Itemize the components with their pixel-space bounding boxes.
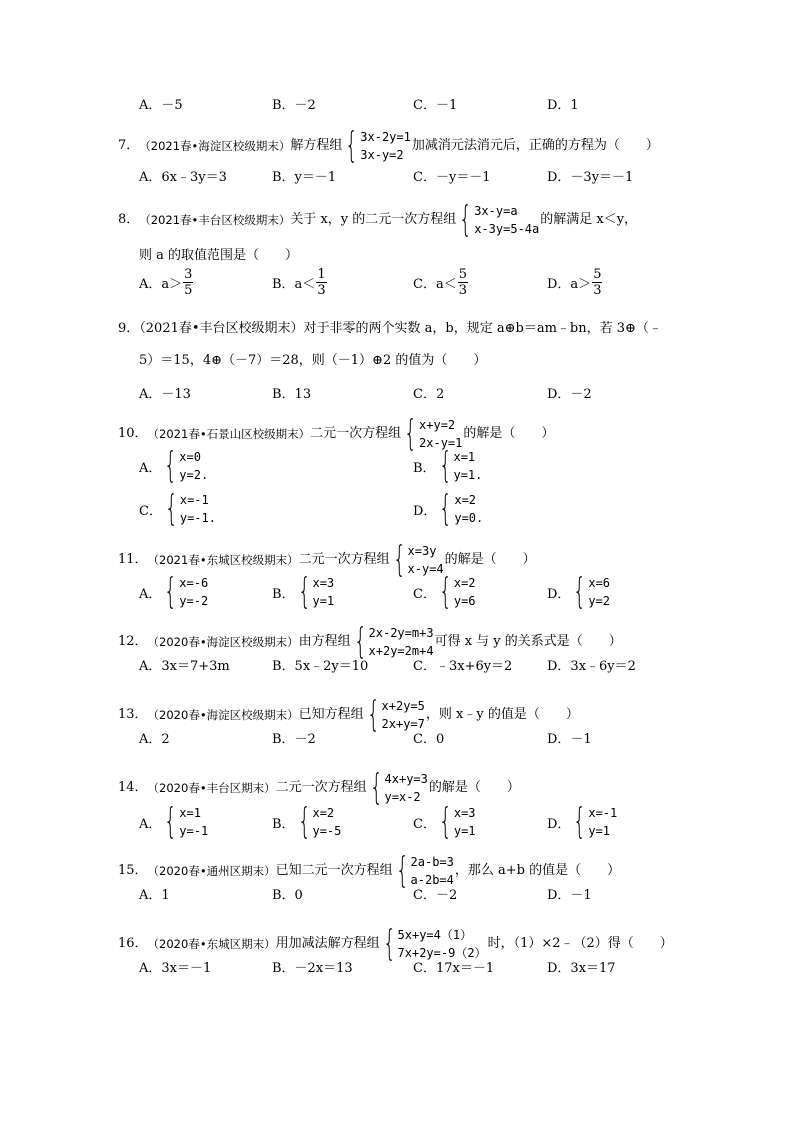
q15-text-pre: 已知二元一次方程组 bbox=[275, 863, 393, 878]
q14-option-a-system bbox=[162, 801, 209, 842]
q15-number: 15． bbox=[118, 863, 148, 878]
eq-2: y=1. bbox=[453, 468, 483, 482]
q8-number: 8． bbox=[118, 212, 140, 227]
eq-1: x=-1 bbox=[179, 493, 209, 507]
eq-2: y=6 bbox=[453, 594, 476, 608]
eq-2: y=-2 bbox=[179, 594, 209, 608]
eq-2: y=0. bbox=[454, 511, 484, 525]
q9-stem-line1: 9．（2021春•丰台区校级期末）对于非零的两个实数 a，b，规定 a⊕b＝am﹣bn，若 3⊕（﹣ bbox=[118, 321, 662, 336]
q16-option-b: B．－2x＝13 bbox=[272, 960, 353, 976]
q7-number: 7． bbox=[118, 138, 140, 153]
q16-option-c: C．17x＝－1 bbox=[413, 960, 495, 976]
q14-equation-system bbox=[368, 767, 428, 808]
brace-icon: { bbox=[353, 621, 367, 662]
q8-option-a bbox=[139, 267, 194, 298]
eq-2: y=1 bbox=[588, 824, 611, 838]
brace-icon: { bbox=[392, 539, 406, 580]
q13-option-c: C．0 bbox=[413, 731, 445, 747]
q10-text-pre: 二元一次方程组 bbox=[310, 426, 402, 441]
q6-option-a: A．－5 bbox=[139, 97, 183, 113]
brace-icon: { bbox=[164, 801, 178, 842]
eq-1: x=3 bbox=[312, 576, 335, 590]
q16-eq-2: 7x+2y=-9（2） bbox=[397, 946, 487, 960]
q9-stem-line2: 5）＝15，4⊕（－7）＝28，则（－1）⊕2 的值为（ ） bbox=[139, 353, 487, 368]
q8-option-a-fraction bbox=[183, 267, 193, 298]
q13-text-pre: 已知方程组 bbox=[298, 707, 364, 722]
q11-option-c bbox=[413, 571, 477, 612]
q11-option-d-system bbox=[571, 571, 611, 612]
brace-icon: { bbox=[573, 801, 587, 842]
q9-option-d: D．－2 bbox=[547, 386, 592, 402]
q11-text-pre: 二元一次方程组 bbox=[298, 552, 390, 567]
denominator: 5 bbox=[184, 282, 193, 298]
q16-text-pre: 用加减法解方程组 bbox=[275, 936, 380, 951]
eq-2: y=-1. bbox=[179, 511, 216, 525]
q16-option-a: A．3x＝－1 bbox=[139, 960, 212, 976]
q7-text-post: 加减消元法消元后，正确的方程为（ ） bbox=[411, 138, 659, 153]
q11-option-b-system bbox=[296, 571, 335, 612]
q13-option-d: D．－1 bbox=[547, 731, 592, 747]
q11-stem bbox=[118, 539, 718, 580]
q14-option-d bbox=[547, 801, 618, 842]
q13-number: 13． bbox=[118, 707, 148, 722]
q15-source: （2020春•通州区期末） bbox=[147, 864, 276, 878]
q11-option-a-label: A． bbox=[139, 586, 162, 602]
numerator: 5 bbox=[593, 266, 602, 282]
q11-option-c-system bbox=[437, 571, 476, 612]
q10-equation-system bbox=[402, 413, 463, 454]
brace-icon: { bbox=[164, 571, 178, 612]
q12-option-c: C．﹣3x+6y＝2 bbox=[413, 658, 513, 674]
q8-option-c-fraction bbox=[458, 267, 468, 298]
brace-icon: { bbox=[395, 850, 409, 891]
q16-number: 16． bbox=[118, 936, 148, 951]
q10-option-a-label: A． bbox=[139, 460, 162, 476]
q7-text-pre: 解方程组 bbox=[290, 138, 343, 153]
q15-option-b: B．0 bbox=[272, 887, 303, 903]
q11-option-a-system bbox=[162, 571, 209, 612]
q10-option-d-system bbox=[437, 488, 484, 529]
eq-1: x=2 bbox=[312, 806, 335, 820]
q14-text-pre: 二元一次方程组 bbox=[275, 780, 367, 795]
q14-option-d-label: D． bbox=[547, 816, 571, 832]
q8-option-a-label: A．a＞ bbox=[139, 276, 183, 292]
q15-eq-1: 2a-b=3 bbox=[410, 855, 454, 869]
eq-1: x=1 bbox=[453, 450, 476, 464]
q12-number: 12． bbox=[118, 634, 148, 649]
q11-option-c-label: C． bbox=[413, 586, 436, 602]
q12-eq-2: x+2y=2m+4 bbox=[368, 644, 434, 658]
q6-option-d: D．1 bbox=[547, 97, 579, 113]
q14-option-b-system bbox=[296, 801, 342, 842]
brace-icon: { bbox=[438, 445, 452, 486]
q13-text-post: ，则 x﹣y 的值是（ ） bbox=[425, 707, 579, 722]
brace-icon: { bbox=[573, 571, 587, 612]
brace-icon: { bbox=[366, 694, 380, 735]
q12-text-post: 可得 x 与 y 的关系式是（ ） bbox=[434, 634, 622, 649]
q8-source: （2021春•丰台区校级期末） bbox=[139, 213, 291, 227]
q8-option-d-label: D．a＞ bbox=[547, 276, 592, 292]
q7-eq-2: 3x-y=2 bbox=[360, 148, 404, 162]
q7-source: （2021春•海淀区校级期末） bbox=[139, 139, 291, 153]
q11-text-post: 的解是（ ） bbox=[444, 552, 536, 567]
eq-2: y=-1 bbox=[179, 824, 209, 838]
eq-1: x=3 bbox=[453, 806, 476, 820]
q14-option-a bbox=[139, 801, 209, 842]
q15-eq-2: a-2b=4 bbox=[410, 873, 454, 887]
denominator: 3 bbox=[593, 282, 602, 298]
q10-option-b bbox=[413, 445, 483, 486]
denominator: 3 bbox=[317, 282, 326, 298]
q6-option-b: B．－2 bbox=[272, 97, 316, 113]
q7-option-a: A．6x﹣3y＝3 bbox=[139, 169, 227, 185]
brace-icon: { bbox=[165, 488, 178, 529]
q12-option-b: B．5x﹣2y＝10 bbox=[272, 658, 369, 674]
q10-option-a bbox=[139, 445, 209, 486]
eq-2: y=1 bbox=[453, 824, 476, 838]
q14-option-d-system bbox=[571, 801, 618, 842]
q11-option-b bbox=[272, 571, 335, 612]
q14-number: 14． bbox=[118, 780, 148, 795]
brace-icon: { bbox=[404, 413, 417, 454]
eq-1: x=2 bbox=[454, 493, 477, 507]
q14-stem bbox=[118, 767, 718, 808]
brace-icon: { bbox=[297, 571, 311, 612]
brace-icon: { bbox=[164, 445, 178, 486]
q12-eq-1: 2x-2y=m+3 bbox=[368, 626, 434, 640]
q10-eq-1: x+y=2 bbox=[419, 418, 456, 432]
q8-stem bbox=[118, 199, 718, 240]
q11-number: 11． bbox=[118, 552, 148, 567]
q13-option-b: B．－2 bbox=[272, 731, 316, 747]
q9-option-a: A．－13 bbox=[139, 386, 191, 402]
q10-option-b-label: B． bbox=[413, 460, 436, 476]
q16-option-d: D．3x＝17 bbox=[547, 960, 616, 976]
q7-equation-system bbox=[343, 125, 411, 166]
q8-text-pre: 关于 x，y 的二元一次方程组 bbox=[290, 212, 457, 227]
q11-option-b-label: B． bbox=[272, 586, 295, 602]
q10-option-d-label: D． bbox=[413, 503, 437, 519]
q14-source: （2020春•丰台区期末） bbox=[147, 781, 276, 795]
q8-option-d bbox=[547, 267, 603, 298]
brace-icon: { bbox=[345, 125, 359, 166]
q8-eq-1: 3x-y=a bbox=[474, 204, 518, 218]
q10-text-post: 的解是（ ） bbox=[463, 426, 555, 441]
eq-1: x=2 bbox=[453, 576, 476, 590]
q14-option-b bbox=[272, 801, 342, 842]
numerator: 5 bbox=[458, 266, 467, 282]
q10-option-c-system bbox=[163, 488, 216, 529]
q11-option-d-label: D． bbox=[547, 586, 571, 602]
q6-option-c: C．－1 bbox=[413, 97, 458, 113]
q10-option-c-label: C． bbox=[139, 503, 162, 519]
q14-eq-2: y=x-2 bbox=[384, 790, 421, 804]
brace-icon: { bbox=[459, 199, 473, 240]
q8-equation-system bbox=[457, 199, 540, 240]
q8-option-b bbox=[272, 267, 328, 298]
q14-option-b-label: B． bbox=[272, 816, 295, 832]
q13-option-a: A．2 bbox=[139, 731, 170, 747]
q15-option-d: D．－1 bbox=[547, 887, 592, 903]
q13-eq-2: 2x+y=7 bbox=[381, 717, 425, 731]
q12-option-d: D．3x﹣6y＝2 bbox=[547, 658, 636, 674]
q11-eq-2: x-y=4 bbox=[407, 562, 444, 576]
q13-source: （2020春•海淀区校级期末） bbox=[147, 708, 299, 722]
q12-text-pre: 由方程组 bbox=[298, 634, 351, 649]
q7-eq-1: 3x-2y=1 bbox=[360, 130, 411, 144]
q11-option-d bbox=[547, 571, 611, 612]
brace-icon: { bbox=[382, 923, 396, 964]
q11-equation-system bbox=[391, 539, 444, 580]
q7-option-b: B．y＝－1 bbox=[272, 169, 337, 185]
q8-option-b-fraction bbox=[316, 267, 326, 298]
brace-icon: { bbox=[439, 801, 452, 842]
q14-option-c bbox=[413, 801, 477, 842]
brace-icon: { bbox=[439, 571, 452, 612]
brace-icon: { bbox=[439, 488, 453, 529]
eq-2: y=2 bbox=[588, 594, 611, 608]
q9-option-c: C．2 bbox=[413, 386, 445, 402]
q8-stem-line2: 则 a 的取值范围是（ ） bbox=[139, 248, 299, 263]
q10-stem bbox=[118, 413, 718, 454]
eq-1: x=-6 bbox=[179, 576, 209, 590]
eq-1: x=6 bbox=[588, 576, 611, 590]
q10-option-b-system bbox=[437, 445, 483, 486]
q8-option-d-fraction bbox=[592, 267, 602, 298]
eq-2: y=1 bbox=[312, 594, 335, 608]
q9-option-b: B．13 bbox=[272, 386, 312, 402]
q12-source: （2020春•海淀区校级期末） bbox=[147, 635, 299, 649]
q10-option-d bbox=[413, 488, 484, 529]
q13-eq-1: x+2y=5 bbox=[381, 699, 425, 713]
q14-option-c-label: C． bbox=[413, 816, 436, 832]
eq-1: x=0 bbox=[179, 450, 201, 464]
q16-text-post: 时，（1）×2﹣（2）得（ ） bbox=[487, 936, 673, 951]
q16-source: （2020春•东城区期末） bbox=[147, 937, 276, 951]
brace-icon: { bbox=[297, 801, 311, 842]
q8-option-c bbox=[413, 267, 469, 298]
q7-option-c: C．－y＝－1 bbox=[413, 169, 491, 185]
q11-source: （2021春•东城区校级期末） bbox=[147, 553, 299, 567]
q15-option-c: C．－2 bbox=[413, 887, 458, 903]
q12-option-a: A．3x＝7+3m bbox=[139, 658, 230, 674]
q10-number: 10． bbox=[118, 426, 148, 441]
brace-icon: { bbox=[369, 767, 383, 808]
eq-1: x=1 bbox=[179, 806, 201, 820]
q8-option-c-label: C．a＜ bbox=[413, 276, 457, 292]
denominator: 3 bbox=[458, 282, 467, 298]
q8-text-post: 的解满足 x＜y， bbox=[540, 212, 638, 227]
q7-option-d: D．－3y＝－1 bbox=[547, 169, 634, 185]
q10-option-a-system bbox=[162, 445, 209, 486]
eq-2: y=-5 bbox=[312, 824, 342, 838]
q14-eq-1: 4x+y=3 bbox=[384, 772, 428, 786]
q8-option-b-label: B．a＜ bbox=[272, 276, 316, 292]
q10-source: （2021春•石景山区校级期末） bbox=[147, 427, 311, 441]
q14-option-a-label: A． bbox=[139, 816, 162, 832]
q14-option-c-system bbox=[437, 801, 476, 842]
q16-eq-1: 5x+y=4（1） bbox=[397, 928, 473, 942]
q10-eq-2: 2x-y=1 bbox=[419, 436, 463, 450]
q8-eq-2: x-3y=5-4a bbox=[474, 222, 540, 236]
q15-text-post: ，那么 a+b 的值是（ ） bbox=[454, 863, 621, 878]
q14-text-post: 的解是（ ） bbox=[428, 780, 520, 795]
q11-eq-1: x=3y bbox=[407, 544, 437, 558]
q7-stem bbox=[118, 125, 718, 166]
numerator: 3 bbox=[184, 266, 193, 282]
q15-option-a: A．1 bbox=[139, 887, 170, 903]
numerator: 1 bbox=[317, 266, 326, 282]
q10-option-c bbox=[139, 488, 217, 529]
eq-2: y=2. bbox=[179, 468, 209, 482]
eq-1: x=-1 bbox=[588, 806, 618, 820]
q11-option-a bbox=[139, 571, 209, 612]
